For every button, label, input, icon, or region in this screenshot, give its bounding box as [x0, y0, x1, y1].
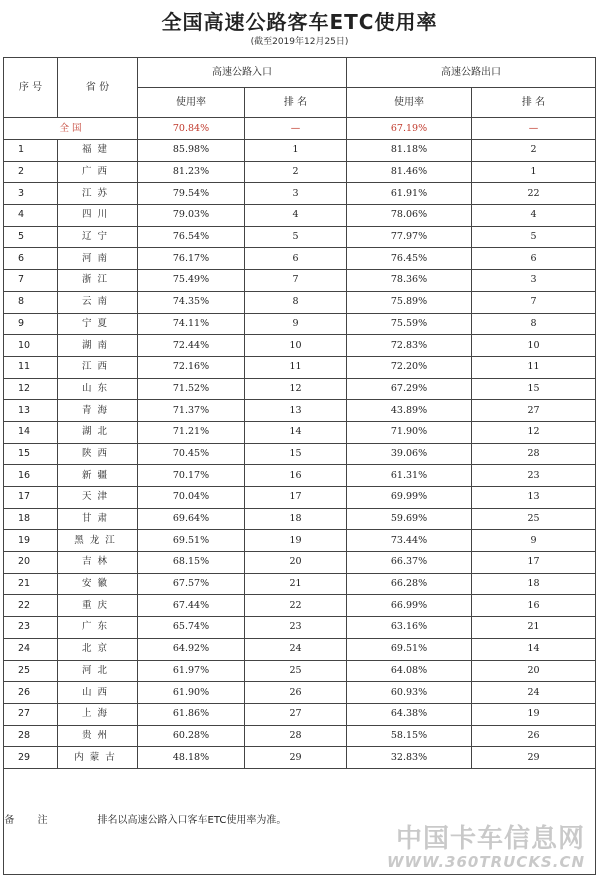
row-entrance-rate: 60.28%: [138, 725, 245, 747]
row-province: 安徽: [58, 573, 138, 595]
table-row: [4, 335, 596, 357]
table-row: [4, 617, 596, 639]
row-exit-rate: 72.20%: [347, 356, 472, 378]
row-number: 19: [4, 530, 58, 552]
row-province: 内蒙古: [58, 747, 138, 769]
row-province: 湖北: [58, 421, 138, 443]
row-number: 1: [4, 140, 58, 162]
row-province: 陕西: [58, 443, 138, 465]
row-exit-rate: 63.16%: [347, 617, 472, 639]
header-row-1: [4, 58, 596, 88]
row-exit-rate: 66.28%: [347, 573, 472, 595]
watermark-url: WWW.360TRUCKS.CN: [387, 853, 585, 871]
row-entrance-rank: 2: [245, 161, 347, 183]
national-label: 全 国: [4, 118, 138, 140]
row-province: 福建: [58, 140, 138, 162]
row-province: 青海: [58, 400, 138, 422]
table-row: [4, 660, 596, 682]
row-province: 广西: [58, 161, 138, 183]
row-entrance-rate: 61.97%: [138, 660, 245, 682]
row-exit-rank: 2: [472, 140, 596, 162]
row-entrance-rate: 79.03%: [138, 205, 245, 227]
national-entrance-rate: 70.84%: [138, 118, 245, 140]
row-entrance-rate: 70.17%: [138, 465, 245, 487]
row-number: 3: [4, 183, 58, 205]
row-entrance-rate: 69.64%: [138, 508, 245, 530]
watermark-logo: [387, 818, 585, 871]
row-number: 10: [4, 335, 58, 357]
row-entrance-rate: 76.17%: [138, 248, 245, 270]
row-number: 28: [4, 725, 58, 747]
row-entrance-rank: 7: [245, 270, 347, 292]
row-exit-rate: 73.44%: [347, 530, 472, 552]
row-entrance-rank: 21: [245, 573, 347, 595]
row-exit-rank: 1: [472, 161, 596, 183]
table-row: [4, 747, 596, 769]
row-exit-rank: 17: [472, 552, 596, 574]
row-entrance-rate: 61.90%: [138, 682, 245, 704]
row-number: 29: [4, 747, 58, 769]
row-exit-rate: 64.38%: [347, 703, 472, 725]
row-number: 21: [4, 573, 58, 595]
row-entrance-rate: 72.16%: [138, 356, 245, 378]
row-entrance-rate: 48.18%: [138, 747, 245, 769]
row-exit-rate: 75.89%: [347, 291, 472, 313]
row-exit-rank: 27: [472, 400, 596, 422]
row-number: 11: [4, 356, 58, 378]
etc-usage-table: [3, 57, 596, 875]
row-entrance-rate: 79.54%: [138, 183, 245, 205]
row-entrance-rate: 67.57%: [138, 573, 245, 595]
row-entrance-rank: 26: [245, 682, 347, 704]
row-province: 新疆: [58, 465, 138, 487]
row-number: 17: [4, 487, 58, 509]
row-number: 20: [4, 552, 58, 574]
row-exit-rate: 78.06%: [347, 205, 472, 227]
row-province: 山东: [58, 378, 138, 400]
row-exit-rank: 20: [472, 660, 596, 682]
row-number: 9: [4, 313, 58, 335]
row-number: 25: [4, 660, 58, 682]
remark-label: 备 注: [4, 768, 58, 874]
row-entrance-rate: 70.45%: [138, 443, 245, 465]
row-exit-rank: 19: [472, 703, 596, 725]
row-entrance-rank: 6: [245, 248, 347, 270]
row-province: 上海: [58, 703, 138, 725]
row-entrance-rank: 23: [245, 617, 347, 639]
row-entrance-rank: 1: [245, 140, 347, 162]
table-row: [4, 140, 596, 162]
row-entrance-rate: 74.11%: [138, 313, 245, 335]
table-row: [4, 248, 596, 270]
row-exit-rate: 59.69%: [347, 508, 472, 530]
national-exit-rank: —: [472, 118, 596, 140]
row-province: 云南: [58, 291, 138, 313]
row-province: 湖南: [58, 335, 138, 357]
row-province: 重庆: [58, 595, 138, 617]
table-row: [4, 291, 596, 313]
row-number: 8: [4, 291, 58, 313]
row-province: 北京: [58, 638, 138, 660]
row-entrance-rate: 71.37%: [138, 400, 245, 422]
row-exit-rank: 15: [472, 378, 596, 400]
row-entrance-rate: 69.51%: [138, 530, 245, 552]
row-exit-rank: 26: [472, 725, 596, 747]
row-exit-rank: 28: [472, 443, 596, 465]
table-row: [4, 703, 596, 725]
row-number: 18: [4, 508, 58, 530]
row-number: 13: [4, 400, 58, 422]
table-row: [4, 530, 596, 552]
table-row: [4, 638, 596, 660]
row-province: 甘肃: [58, 508, 138, 530]
row-exit-rate: 43.89%: [347, 400, 472, 422]
row-entrance-rank: 25: [245, 660, 347, 682]
table-row: [4, 205, 596, 227]
table-row: [4, 725, 596, 747]
row-exit-rate: 76.45%: [347, 248, 472, 270]
row-entrance-rank: 27: [245, 703, 347, 725]
row-exit-rate: 61.91%: [347, 183, 472, 205]
row-exit-rate: 72.83%: [347, 335, 472, 357]
table-row: [4, 421, 596, 443]
table-row: [4, 508, 596, 530]
table-row: [4, 183, 596, 205]
row-exit-rate: 67.29%: [347, 378, 472, 400]
row-entrance-rank: 17: [245, 487, 347, 509]
row-entrance-rank: 9: [245, 313, 347, 335]
row-entrance-rank: 15: [245, 443, 347, 465]
row-entrance-rate: 65.74%: [138, 617, 245, 639]
row-exit-rate: 69.51%: [347, 638, 472, 660]
row-province: 江西: [58, 356, 138, 378]
row-province: 河北: [58, 660, 138, 682]
row-number: 23: [4, 617, 58, 639]
row-entrance-rate: 72.44%: [138, 335, 245, 357]
row-exit-rank: 9: [472, 530, 596, 552]
table-row: [4, 595, 596, 617]
row-exit-rate: 71.90%: [347, 421, 472, 443]
row-exit-rank: 29: [472, 747, 596, 769]
row-entrance-rank: 8: [245, 291, 347, 313]
table-row: [4, 270, 596, 292]
row-entrance-rank: 11: [245, 356, 347, 378]
table-row: [4, 313, 596, 335]
row-entrance-rank: 29: [245, 747, 347, 769]
row-exit-rank: 23: [472, 465, 596, 487]
row-exit-rate: 66.99%: [347, 595, 472, 617]
row-exit-rate: 78.36%: [347, 270, 472, 292]
row-entrance-rate: 81.23%: [138, 161, 245, 183]
header-exit-rate: 使用率: [347, 88, 472, 118]
page-subtitle: (截至2019年12月25日): [250, 37, 349, 47]
row-entrance-rate: 67.44%: [138, 595, 245, 617]
row-entrance-rank: 22: [245, 595, 347, 617]
row-number: 7: [4, 270, 58, 292]
row-number: 5: [4, 226, 58, 248]
header-entrance: 高速公路入口: [138, 58, 347, 88]
row-entrance-rate: 85.98%: [138, 140, 245, 162]
row-number: 26: [4, 682, 58, 704]
row-province: 浙江: [58, 270, 138, 292]
table-row: [4, 400, 596, 422]
header-no: 序 号: [4, 58, 58, 118]
row-exit-rate: 32.83%: [347, 747, 472, 769]
row-exit-rate: 69.99%: [347, 487, 472, 509]
table-row: [4, 465, 596, 487]
row-exit-rate: 81.46%: [347, 161, 472, 183]
row-entrance-rank: 28: [245, 725, 347, 747]
table-row: [4, 573, 596, 595]
row-number: 4: [4, 205, 58, 227]
table-row: [4, 226, 596, 248]
table-row: [4, 356, 596, 378]
row-province: 河南: [58, 248, 138, 270]
row-number: 14: [4, 421, 58, 443]
row-entrance-rank: 13: [245, 400, 347, 422]
row-exit-rate: 66.37%: [347, 552, 472, 574]
row-exit-rank: 12: [472, 421, 596, 443]
row-entrance-rate: 68.15%: [138, 552, 245, 574]
table-row: [4, 682, 596, 704]
row-exit-rank: 13: [472, 487, 596, 509]
header-entrance-rate: 使用率: [138, 88, 245, 118]
row-province: 山西: [58, 682, 138, 704]
row-exit-rate: 39.06%: [347, 443, 472, 465]
row-exit-rank: 6: [472, 248, 596, 270]
row-number: 27: [4, 703, 58, 725]
row-entrance-rank: 19: [245, 530, 347, 552]
row-exit-rate: 61.31%: [347, 465, 472, 487]
row-entrance-rank: 16: [245, 465, 347, 487]
row-entrance-rank: 24: [245, 638, 347, 660]
row-province: 广东: [58, 617, 138, 639]
table-row: [4, 487, 596, 509]
row-exit-rank: 3: [472, 270, 596, 292]
national-entrance-rank: —: [245, 118, 347, 140]
row-exit-rate: 64.08%: [347, 660, 472, 682]
header-exit-rank: 排 名: [472, 88, 596, 118]
row-province: 天津: [58, 487, 138, 509]
row-exit-rate: 77.97%: [347, 226, 472, 248]
row-entrance-rate: 74.35%: [138, 291, 245, 313]
table-row: [4, 378, 596, 400]
row-province: 四川: [58, 205, 138, 227]
row-number: 2: [4, 161, 58, 183]
table-row: [4, 552, 596, 574]
row-entrance-rate: 76.54%: [138, 226, 245, 248]
row-exit-rank: 4: [472, 205, 596, 227]
row-entrance-rank: 18: [245, 508, 347, 530]
row-number: 16: [4, 465, 58, 487]
row-exit-rate: 81.18%: [347, 140, 472, 162]
row-province: 辽宁: [58, 226, 138, 248]
row-exit-rate: 58.15%: [347, 725, 472, 747]
row-number: 22: [4, 595, 58, 617]
row-entrance-rank: 20: [245, 552, 347, 574]
row-number: 6: [4, 248, 58, 270]
national-exit-rate: 67.19%: [347, 118, 472, 140]
row-entrance-rate: 70.04%: [138, 487, 245, 509]
row-entrance-rank: 4: [245, 205, 347, 227]
row-exit-rank: 22: [472, 183, 596, 205]
row-exit-rank: 14: [472, 638, 596, 660]
page-title: 全国高速公路客车ETC使用率: [161, 10, 438, 34]
row-exit-rank: 8: [472, 313, 596, 335]
row-entrance-rank: 14: [245, 421, 347, 443]
watermark-text: 中国卡车信息网: [395, 824, 585, 854]
row-entrance-rank: 5: [245, 226, 347, 248]
row-exit-rank: 10: [472, 335, 596, 357]
row-number: 15: [4, 443, 58, 465]
row-province: 黑龙江: [58, 530, 138, 552]
row-exit-rank: 24: [472, 682, 596, 704]
row-entrance-rank: 12: [245, 378, 347, 400]
row-exit-rate: 75.59%: [347, 313, 472, 335]
table-row: [4, 161, 596, 183]
row-exit-rank: 7: [472, 291, 596, 313]
row-entrance-rate: 71.52%: [138, 378, 245, 400]
row-exit-rank: 25: [472, 508, 596, 530]
row-exit-rank: 16: [472, 595, 596, 617]
row-province: 宁夏: [58, 313, 138, 335]
row-province: 江苏: [58, 183, 138, 205]
row-entrance-rate: 71.21%: [138, 421, 245, 443]
row-entrance-rate: 61.86%: [138, 703, 245, 725]
row-exit-rank: 11: [472, 356, 596, 378]
row-exit-rank: 21: [472, 617, 596, 639]
row-entrance-rate: 64.92%: [138, 638, 245, 660]
row-entrance-rank: 10: [245, 335, 347, 357]
row-number: 24: [4, 638, 58, 660]
row-entrance-rate: 75.49%: [138, 270, 245, 292]
row-province: 吉林: [58, 552, 138, 574]
row-exit-rank: 18: [472, 573, 596, 595]
row-exit-rate: 60.93%: [347, 682, 472, 704]
row-number: 12: [4, 378, 58, 400]
header-province: 省 份: [58, 58, 138, 118]
header-entrance-rank: 排 名: [245, 88, 347, 118]
remark-text: 排名以高速公路入口客车ETC使用率为准。: [58, 768, 596, 874]
row-exit-rank: 5: [472, 226, 596, 248]
national-row: [4, 118, 596, 140]
header-exit: 高速公路出口: [347, 58, 596, 88]
table-row: [4, 443, 596, 465]
row-province: 贵州: [58, 725, 138, 747]
row-entrance-rank: 3: [245, 183, 347, 205]
